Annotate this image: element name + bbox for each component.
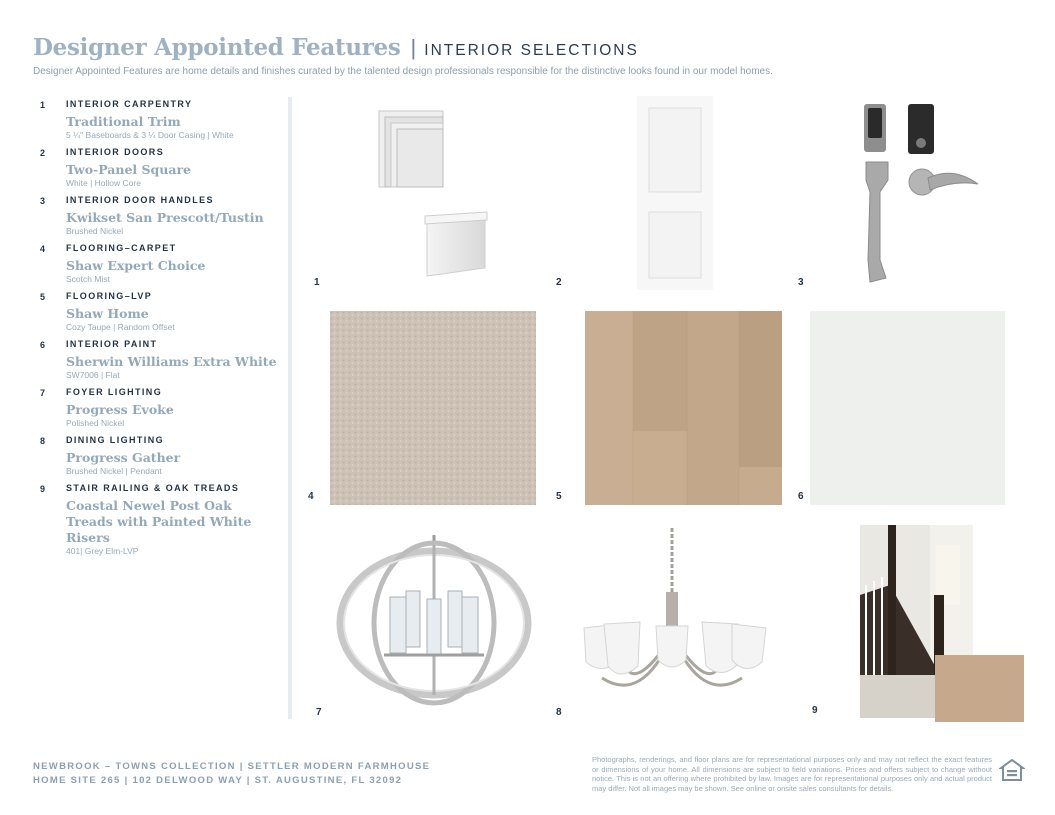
list-item: [40, 195, 278, 236]
item-detail: 401| Grey Elm-LVP: [66, 546, 139, 556]
item-detail: Brushed Nickel | Pendant: [66, 466, 162, 476]
item-detail: Brushed Nickel: [66, 226, 124, 236]
page-title: Designer Appointed Features: [33, 34, 401, 61]
page-subtitle: Designer Appointed Features are home details and finishes curated by the talented design professionals responsible for the distinctive looks found in our model homes.: [33, 66, 773, 77]
item-number: 7: [40, 388, 46, 398]
item-detail: Polished Nickel: [66, 418, 125, 428]
item-detail: White | Hollow Core: [66, 178, 141, 188]
list-item: [40, 243, 278, 284]
grid-number: 9: [812, 705, 818, 716]
foyer-light-image: [334, 535, 534, 707]
stair-railing-image: [860, 525, 1024, 722]
paint-swatch: [810, 311, 1005, 505]
grid-number: 4: [308, 491, 314, 502]
grid-number: 6: [798, 491, 804, 502]
item-product: Sherwin Williams Extra White: [66, 354, 277, 369]
grid-number: 3: [798, 277, 804, 288]
item-category: INTERIOR PAINT: [66, 339, 158, 349]
equal-housing-icon: [999, 758, 1025, 784]
item-product: Shaw Home: [66, 306, 149, 321]
item-detail: 5 ¼" Baseboards & 3 ¼ Door Casing | White: [66, 130, 234, 140]
item-detail: SW7006 | Flat: [66, 370, 120, 380]
lvp-swatch: [585, 311, 782, 505]
item-category: INTERIOR DOOR HANDLES: [66, 195, 214, 205]
item-category: FLOORING–CARPET: [66, 243, 177, 253]
item-number: 2: [40, 148, 46, 158]
list-item: [40, 339, 278, 380]
item-product: Shaw Expert Choice: [66, 258, 206, 273]
list-item: [40, 483, 278, 556]
grid-number: 5: [556, 491, 562, 502]
list-item: [40, 435, 278, 476]
item-product: Kwikset San Prescott/Tustin: [66, 210, 264, 225]
list-item: [40, 291, 278, 332]
dining-light-image: [582, 528, 768, 712]
title-separator: |: [410, 35, 417, 60]
item-category: INTERIOR DOORS: [66, 147, 165, 157]
item-number: 9: [40, 484, 46, 494]
item-number: 6: [40, 340, 46, 350]
footer-line-1: NEWBROOK – TOWNS COLLECTION | SETTLER MODERN FARMHOUSE: [33, 761, 431, 772]
item-product: Two-Panel Square: [66, 162, 192, 177]
list-item: [40, 99, 278, 140]
item-number: 4: [40, 244, 46, 254]
item-number: 8: [40, 436, 46, 446]
item-detail: Scotch Mist: [66, 274, 110, 284]
door-image: [637, 96, 713, 290]
item-category: FOYER LIGHTING: [66, 387, 163, 397]
item-product: Progress Gather: [66, 450, 181, 465]
item-category: DINING LIGHTING: [66, 435, 164, 445]
page-header: [33, 34, 639, 61]
section-title: INTERIOR SELECTIONS: [424, 42, 639, 59]
list-item: [40, 387, 278, 428]
footer-line-2: HOME SITE 265 | 102 DELWOOD WAY | ST. AUGUSTINE, FL 32092: [33, 775, 403, 786]
disclaimer: Photographs, renderings, and floor plans are for representational purposes only and may not reflect the exact features or dimensions of your home. All dimensions are subject to field variations. Prices and offers subject to change without notice. This is not an offering where prohibited by law. Images are for representational purposes only and actual product may differ. Not all images may be shown. See online or onsite sales consultants for details.: [592, 755, 992, 793]
item-category: INTERIOR CARPENTRY: [66, 99, 193, 109]
divider: [288, 97, 292, 719]
trim-image: [375, 108, 491, 280]
item-number: 1: [40, 100, 46, 110]
item-product: Traditional Trim: [66, 114, 181, 129]
list-item: [40, 147, 278, 188]
item-product: Progress Evoke: [66, 402, 174, 417]
grid-number: 7: [316, 707, 322, 718]
item-number: 5: [40, 292, 46, 302]
item-category: STAIR RAILING & OAK TREADS: [66, 483, 240, 493]
item-detail: Cozy Taupe | Random Offset: [66, 322, 175, 332]
item-product: Coastal Newel Post Oak Treads with Painted White Risers: [66, 498, 252, 545]
carpet-swatch: [330, 311, 536, 505]
grid-number: 2: [556, 277, 562, 288]
item-number: 3: [40, 196, 46, 206]
door-handle-image: [858, 100, 984, 286]
selection-list: [40, 99, 278, 563]
grid-number: 1: [314, 277, 320, 288]
grid-number: 8: [556, 707, 562, 718]
community-info: [33, 760, 430, 788]
item-category: FLOORING–LVP: [66, 291, 153, 301]
